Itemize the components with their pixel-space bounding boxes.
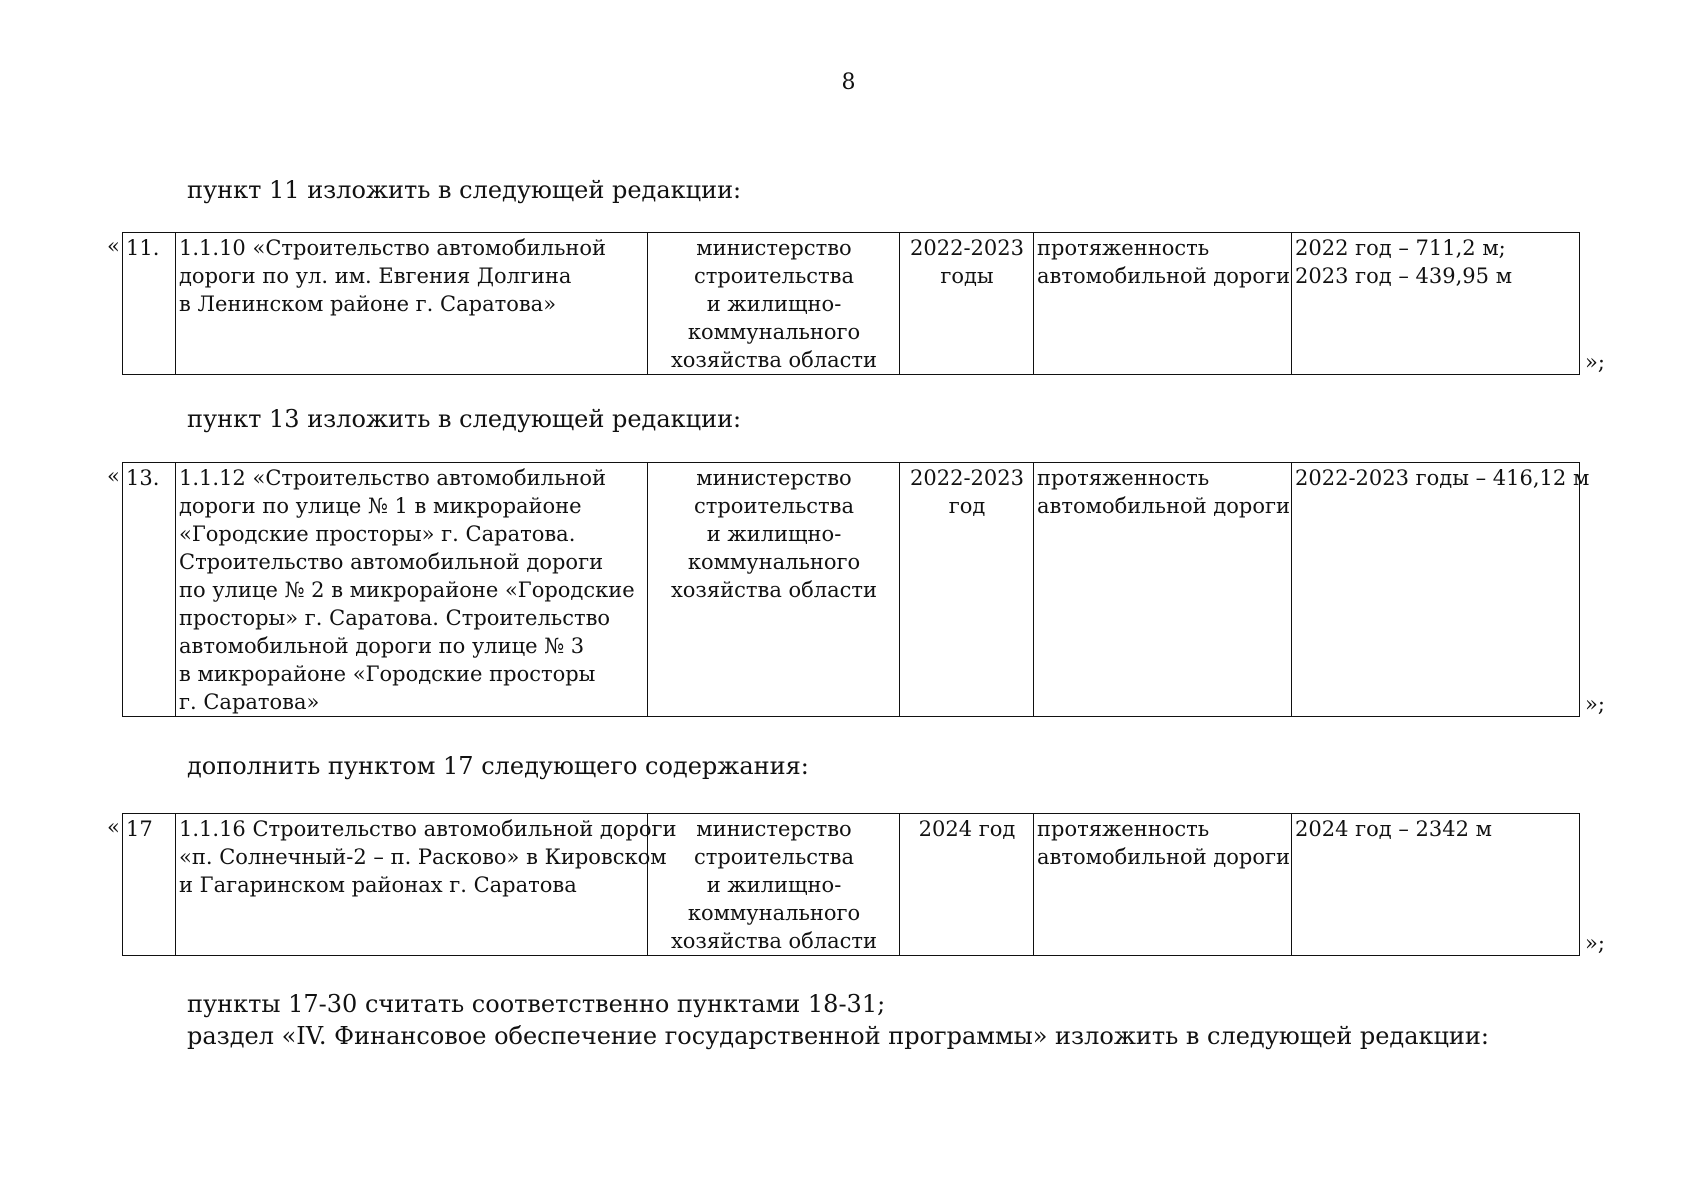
cell-number: 11. (123, 233, 176, 375)
instruction-item-11: пункт 11 изложить в следующей редакции: (187, 176, 742, 204)
cell-number: 13. (123, 463, 176, 717)
cell-value: 2022 год – 711,2 м; 2023 год – 439,95 м (1292, 233, 1580, 375)
table-row (123, 814, 1580, 956)
table-row (123, 463, 1580, 717)
cell-title: 1.1.16 Строительство автомобильной дороги «п. Солнечный-2 – п. Расково» в Кировском и Гагаринском районах г. Саратова (176, 814, 648, 956)
cell-years: 2022-2023 годы (900, 233, 1034, 375)
cell-years: 2024 год (900, 814, 1034, 956)
table-row (123, 233, 1580, 375)
instruction-item-13: пункт 13 изложить в следующей редакции: (187, 405, 742, 433)
cell-indicator: протяженность автомобильной дороги (1034, 814, 1292, 956)
close-quote: »; (1585, 931, 1605, 955)
open-quote: « (107, 815, 120, 839)
cell-number: 17 (123, 814, 176, 956)
cell-responsible: министерство строительства и жилищно- коммунального хозяйства области (648, 463, 900, 717)
program-table-item-11 (122, 232, 1580, 375)
open-quote: « (107, 234, 120, 258)
cell-value: 2024 год – 2342 м (1292, 814, 1580, 956)
cell-indicator: протяженность автомобильной дороги (1034, 233, 1292, 375)
close-quote: »; (1585, 692, 1605, 716)
section-iv-paragraph: раздел «IV. Финансовое обеспечение государственной программы» изложить в следующей редакции: (187, 1022, 1490, 1050)
cell-title: 1.1.10 «Строительство автомобильной дороги по ул. им. Евгения Долгина в Ленинском районе г. Саратова» (176, 233, 648, 375)
page-number: 8 (841, 70, 856, 95)
instruction-add-item-17: дополнить пунктом 17 следующего содержания: (187, 752, 809, 780)
renumber-paragraph: пункты 17-30 считать соответственно пунктами 18-31; (187, 990, 886, 1018)
cell-indicator: протяженность автомобильной дороги (1034, 463, 1292, 717)
cell-years: 2022-2023 год (900, 463, 1034, 717)
program-table-item-17 (122, 813, 1580, 956)
cell-value: 2022-2023 годы – 416,12 м (1292, 463, 1580, 717)
open-quote: « (107, 464, 120, 488)
cell-responsible: министерство строительства и жилищно- коммунального хозяйства области (648, 814, 900, 956)
cell-title: 1.1.12 «Строительство автомобильной дороги по улице № 1 в микрорайоне «Городские просторы» г. Саратова. Строительство автомобильной дороги по улице № 2 в микрорайоне «Городские просторы» г. Саратова. Строительство автомобильной дороги по улице № 3 в микрорайоне «Городские просторы г. Саратова» (176, 463, 648, 717)
cell-responsible: министерство строительства и жилищно- коммунального хозяйства области (648, 233, 900, 375)
close-quote: »; (1585, 350, 1605, 374)
program-table-item-13 (122, 462, 1590, 717)
